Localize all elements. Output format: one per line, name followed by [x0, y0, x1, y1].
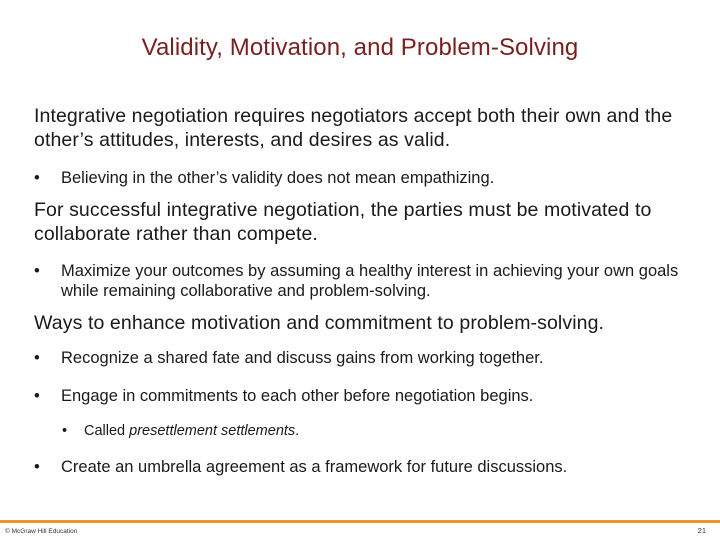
sub-bullet-suffix: .	[295, 423, 300, 439]
slide-title: Validity, Motivation, and Problem-Solving	[141, 34, 579, 61]
copyright-notice: © McGraw Hill Education	[5, 528, 78, 535]
bullet-glyph: •	[34, 458, 40, 476]
bullet-text: Recognize a shared fate and discuss gains from working together.	[61, 349, 544, 367]
bullet-glyph: •	[34, 169, 40, 187]
sub-bullet-text	[84, 422, 299, 440]
section-2-heading: For successful integrative negotiation, the parties must be motivated to collaborate rather than compete.	[34, 199, 652, 245]
bullet-text: Believing in the other’s validity does not mean empathizing.	[61, 169, 495, 187]
bullet-text: Engage in commitments to each other before negotiation begins.	[61, 387, 534, 405]
page-number: 21	[697, 526, 706, 535]
sub-bullet-italic-term: presettlement settlements	[129, 423, 296, 439]
bullet-glyph: •	[34, 349, 40, 367]
bullet-glyph: •	[34, 387, 40, 405]
bullet-glyph: •	[34, 262, 40, 280]
section-1-heading: Integrative negotiation requires negotiators accept both their own and the other’s attitudes, interests, and desires as valid.	[34, 105, 673, 151]
sub-bullet-glyph: •	[62, 423, 68, 439]
bullet-text: Create an umbrella agreement as a framework for future discussions.	[61, 458, 568, 476]
sub-bullet-prefix: Called	[84, 423, 130, 439]
footer-rule	[0, 520, 720, 523]
section-3-heading: Ways to enhance motivation and commitment to problem-solving.	[34, 312, 605, 334]
bullet-text: Maximize your outcomes by assuming a healthy interest in achieving your own goals while remaining collaborative and problem-solving.	[61, 262, 679, 300]
